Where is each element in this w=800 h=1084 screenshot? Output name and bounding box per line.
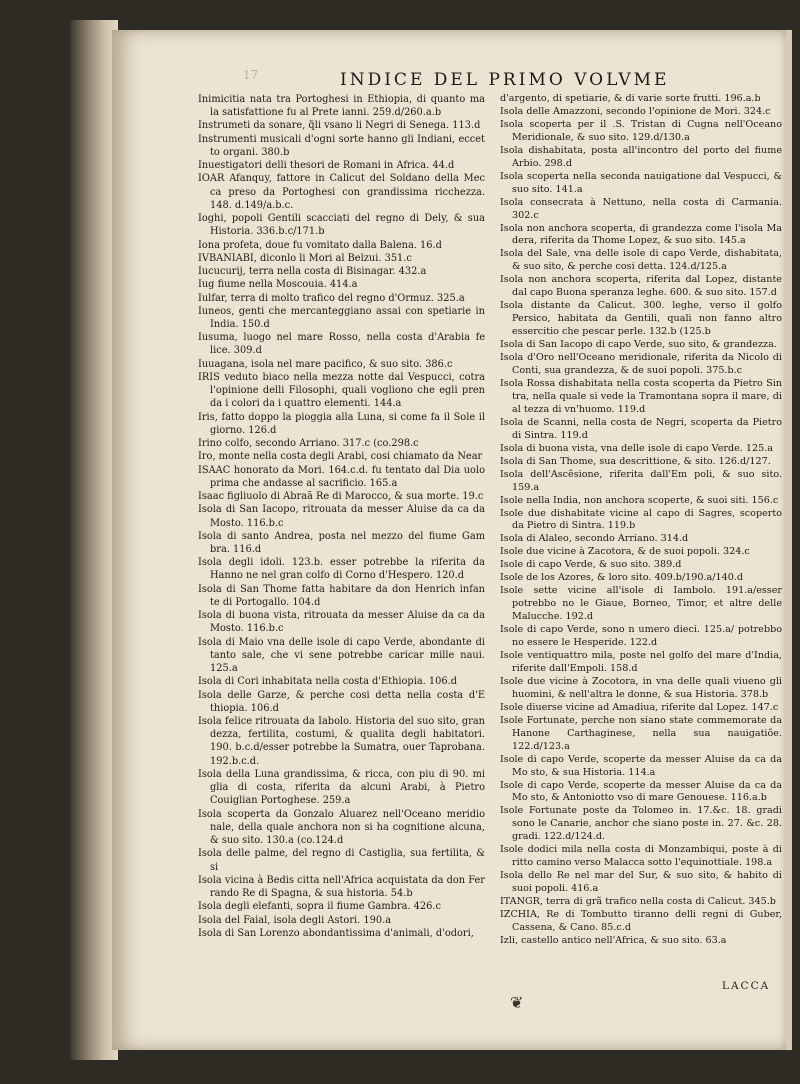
entry-text: Isola dello Re nel mar del Sur, & suo sito, & habito di suoi popoli. — [500, 870, 782, 895]
entry-text: Isole Fortunate, perche non siano state commemorate da Hanone Carthaginese, nella sua nauigatiõe. — [500, 714, 782, 739]
entry-text: Isola non anchora scoperta, di grandezza come l'isola Ma dera, riferita da Thome Lopez, & suo sito. — [500, 222, 782, 247]
catchword: LACCA — [722, 980, 771, 992]
entry-page-ref: 106.d — [250, 702, 279, 714]
entry-text: Isola delle palme, del regno di Castiglia, sua fertilita, & si — [198, 848, 485, 873]
entry-page-ref: 325.a — [437, 292, 465, 304]
index-entry — [500, 300, 782, 339]
entry-text: Izli, castello antico nell'Africa, & suo sito. — [500, 934, 703, 946]
entry-page-ref: 106.d — [428, 676, 458, 688]
entry-text: Isole due vicine à Zocotora, in vna delle quali viueno gli huomini, & nell'altra le donne, & sua Historia. — [500, 675, 782, 700]
index-entry — [198, 252, 485, 265]
entry-text: Isola scoperta da Gonzalo Aluarez nell'Oceano meridio nale, della quale anchora non si ha cognitione alcuna, & suo sito. 130.a — [198, 808, 485, 847]
index-entry — [500, 572, 782, 585]
entry-page-ref: 380.b — [261, 146, 290, 158]
entry-text: Isole di capo Verde, scoperte da messer Aluise da ca da Mo sto, & sua Historia. — [500, 753, 782, 778]
entry-text: Iro, monte nella costa degli Arabi, cosi chiamato da Near — [198, 451, 483, 463]
entry-text: Isole due dishabitate vicine al capo di Sagres, scoperto da Pietro di Sintra. — [500, 507, 782, 532]
entry-page-ref: 192.d — [565, 611, 594, 623]
index-entry — [198, 464, 485, 490]
entry-page-ref: 120.d — [435, 570, 465, 582]
entry-page-ref: 156.c — [751, 494, 779, 506]
entry-text: Iris, fatto doppo la pioggia alla Luna, si come fa il Sole il giorno. — [198, 411, 485, 436]
entry-text: Isola di San Lorenzo abondantissima d'animali, d'odori, — [198, 927, 474, 939]
entry-text: Isola Rossa dishabitata nella costa scoperta da Pietro Sin tra, nella quale si vede la Tramontana sopra il mare, di al tezza di vn'huomo. — [500, 377, 782, 415]
index-entry — [198, 450, 485, 463]
entry-page-ref: 302.c — [512, 209, 539, 221]
entry-text: Inuestigatori delli thesori de Romani in Africa. — [198, 160, 430, 172]
entry-page-ref: 324.c — [723, 546, 750, 558]
index-entry — [198, 305, 485, 331]
index-entry — [500, 223, 782, 249]
entry-text: d'argento, di spetiarie, & di varie sorte frutti. — [500, 93, 722, 104]
index-entry — [500, 624, 782, 650]
entry-page-ref: 119.d — [617, 403, 646, 415]
index-entry — [500, 508, 782, 534]
entry-page-ref: 375.b.c — [706, 365, 743, 377]
index-entry — [198, 715, 485, 768]
index-entry — [198, 503, 485, 529]
index-entry — [198, 914, 485, 927]
entry-text: Isole sette vicine all'isole di Iambolo. 191.a/esser potrebbo no le Giaue, Borneo, Timor, et altre delle Malucche. — [500, 585, 782, 623]
index-entry — [500, 546, 782, 559]
entry-page-ref: 158.d — [610, 662, 638, 674]
entry-text: Isola distante da Calicut. 300. leghe, verso il golfo Persico, habitata da Gentili, quali non fanno altro essercitio che pescar perle. 132.b — [500, 300, 782, 338]
index-entry — [198, 808, 485, 848]
entry-page-ref: 324.c — [743, 105, 771, 117]
index-entry — [198, 675, 485, 688]
entry-text: Iuneos, genti che mercanteggiano assai con spetiarie in India. — [198, 305, 485, 330]
index-entry — [500, 495, 782, 508]
index-entry — [500, 780, 782, 806]
index-entry — [198, 927, 485, 940]
entry-page-ref: 426.c — [413, 901, 441, 913]
index-entry — [500, 754, 782, 780]
entry-page-ref: 298.d — [544, 157, 572, 169]
entry-text: Inimicitia nata tra Portoghesi in Ethiopia, di quanto ma la satisfattione fu al Prete ianni. — [198, 94, 485, 119]
page-number: 17 — [243, 68, 259, 82]
index-entry — [500, 106, 782, 119]
entry-text: Iucucurij, terra nella costa di Bisinagar. — [198, 266, 396, 278]
entry-text: Isola del Sale, vna delle isole di capo Verde, dishabitata, & suo sito, & perche cosi detta. — [500, 248, 782, 273]
entry-text: Isole diuerse vicine ad Amadiua, riferite dal Lopez. — [500, 701, 749, 713]
entry-page-ref: 19.c — [462, 491, 484, 503]
index-entry — [500, 559, 782, 572]
entry-text: Isola felice ritrouata da Iabolo. Historia del suo sito, gran dezza, fertilita, costumi, & qualita degli habitatori. 190. b.c.d/esser potrebbe la Sumatra, ouer Taprobana. 192.b.c.d. — [198, 716, 485, 767]
entry-text: Isola consecrata à Nettuno, nella costa di Carmania. — [500, 196, 782, 208]
index-entry — [500, 805, 782, 844]
entry-page-ref: 259.d/260.a.b — [372, 107, 442, 119]
entry-page-ref: 113.d — [452, 120, 481, 132]
entry-page-ref: 141.a — [555, 183, 583, 195]
entry-text: IRIS veduto biaco nella mezza notte dal Vespucci, cotra l'opinione delli Filosophi, quali vogliono che egli pren da i colori da i quattro elementi. — [198, 371, 485, 410]
entry-text: Isole di capo Verde, scoperte da messer Aluise da ca da Mo sto, & Antoniotto vso di mare Genouese. — [500, 779, 782, 804]
index-entry — [198, 636, 485, 676]
entry-text: Isola vicina à Bedis citta nell'Africa acquistata da don Fer rando Re di Spagna, & sua historia. — [198, 874, 485, 900]
index-entry — [500, 339, 782, 352]
entry-text: Isola di buona vista, ritrouata da messer Aluise da ca da Mosto. — [198, 610, 485, 635]
index-entry — [500, 702, 782, 715]
entry-text: Isola di San Iacopo di capo Verde, suo sito, & grandezza. — [500, 339, 777, 351]
index-entry — [500, 650, 782, 676]
page-edge — [786, 30, 792, 1050]
index-entry — [198, 530, 485, 556]
entry-text: Isola scoperta per il .S. Tristan di Cugna nell'Oceano Meridionale, & suo sito. — [500, 118, 782, 143]
entry-text: Isole due vicine à Zacotora, & de suoi popoli. — [500, 546, 720, 558]
index-entry — [500, 417, 782, 443]
entry-text: Isola della Luna grandissima, & ricca, con piu di 90. mi glia di costa, riferita da alcuni Arabi, à Pietro Couiglian Portoghese. — [198, 768, 485, 807]
entry-page-ref: 378.b — [740, 688, 769, 700]
entry-text: IVBANIABI, diconlo li Mori al Belzui. — [198, 252, 382, 264]
entry-page-ref: 125.a — [210, 663, 238, 675]
entry-text: Isole de los Azores, & loro sito. — [500, 572, 652, 584]
entry-text: Isola degli idoli. 123.b. esser potrebbe la riferita da Hanno ne nel gran colfo di Corno d'Hespero. — [198, 557, 485, 582]
entry-text: IOAR Afanquy, fattore in Calicut del Soldano della Mec ca preso da Portoghesi con grandissima ricchezza. 148. d.149/a.b.c. — [198, 173, 485, 211]
entry-text: Isole Fortunate poste da Tolomeo in. 17.&c. 18. gradi sono le Canarie, anchor che siano poste in. 27. &c. 28. gradi. 122.d/124.d. — [500, 805, 782, 843]
index-entry — [500, 469, 782, 495]
entry-page-ref: 16.d — [420, 239, 442, 251]
entry-page-ref: 409.b/190.a/140.d — [654, 572, 743, 584]
entry-page-ref: (co.124.d — [297, 835, 344, 847]
index-entry — [500, 935, 782, 948]
entry-page-ref: 157.d — [749, 287, 777, 299]
entry-page-ref: 386.c — [425, 358, 453, 370]
index-entry — [500, 119, 782, 145]
entry-page-ref: 122.d/123.a — [512, 740, 570, 752]
index-entry — [500, 248, 782, 274]
index-entry — [500, 676, 782, 702]
index-entry — [500, 456, 782, 469]
index-entry — [198, 331, 485, 357]
entry-text: Isola di Cori inhabitata nella costa d'Ethiopia. — [198, 676, 426, 688]
page-title: INDICE DEL PRIMO VOLVME — [340, 70, 670, 90]
index-entry — [500, 909, 782, 935]
entry-text: Iusuma, luogo nel mare Rosso, nella costa d'Arabia fe lice. — [198, 332, 485, 357]
entry-page-ref: 198.a — [745, 857, 773, 869]
entry-page-ref: 119.d — [560, 429, 588, 441]
entry-page-ref: 351.c — [384, 252, 412, 264]
entry-page-ref: 150.d — [241, 318, 270, 330]
index-entry — [198, 556, 485, 582]
index-entry — [198, 212, 485, 238]
index-column-right — [500, 93, 782, 948]
entry-text: Isole di capo Verde, sono n umero dieci. 125.a/ potrebbo no essere le Hesperide. — [500, 624, 782, 649]
entry-page-ref: (co.298.c — [373, 438, 419, 450]
entry-page-ref: 144.a — [373, 398, 402, 410]
entry-text: Isola delle Garze, & perche cosi detta nella costa d'E thiopia. — [198, 689, 485, 714]
index-entry — [198, 490, 485, 503]
index-entry — [198, 292, 485, 305]
entry-text: Isole dodici mila nella costa di Monzambiqui, poste à di ritto camino verso Malacca sotto l'equinottiale. — [500, 844, 782, 869]
entry-page-ref: 196.a.b — [724, 93, 761, 104]
index-entry — [198, 874, 485, 900]
entry-text: Isola di San Iacopo, ritrouata da messer Aluise da ca da Mosto. — [198, 504, 485, 529]
entry-page-ref: 314.d — [660, 533, 689, 545]
index-entry — [198, 768, 485, 808]
index-entry — [198, 159, 485, 172]
entry-page-ref: 414.a — [329, 279, 358, 291]
index-entry — [500, 896, 782, 909]
entry-page-ref: 125.a — [745, 442, 773, 454]
entry-page-ref: 116.d — [233, 543, 262, 555]
entry-page-ref: (125.b — [679, 326, 711, 338]
index-entry — [198, 847, 485, 873]
entry-text: Isola scoperta nella seconda nauigatione dal Vespucci, & suo sito. — [500, 170, 782, 195]
entry-page-ref: 44.d — [432, 160, 455, 172]
entry-page-ref: 85.c.d — [601, 922, 631, 933]
entry-page-ref: 122.d — [629, 637, 658, 649]
entry-page-ref: 145.a — [718, 235, 746, 247]
index-entry — [198, 358, 485, 371]
index-entry — [500, 352, 782, 378]
entry-text: ISAAC honorato da Mori. 164.c.d. fu tentato dal Dia uolo prima che andasse al sacrificio. — [198, 464, 485, 489]
entry-text: Isole nella India, non anchora scoperte, & suoi siti. — [500, 494, 749, 506]
entry-text: Isola degli elefanti, sopra il fiume Gambra. — [198, 901, 411, 913]
entry-text: Isole di capo Verde, & suo sito. — [500, 559, 651, 571]
index-entry — [500, 274, 782, 300]
entry-text: Iulfar, terra di molto trafico del regno d'Ormuz. — [198, 292, 434, 304]
index-entry — [500, 715, 782, 754]
entry-text: Iug fiume nella Moscouia. — [198, 279, 327, 291]
entry-text: Isola delle Amazzoni, secondo l'opinione de Mori. — [500, 105, 741, 117]
entry-text: Iona profeta, doue fu vomitato dalla Balena. — [198, 239, 417, 251]
entry-page-ref: 119.b — [607, 520, 636, 532]
index-entry — [198, 239, 485, 252]
entry-text: Isola di santo Andrea, posta nel mezzo del fiume Gam bra. — [198, 530, 485, 555]
entry-page-ref: 114.a — [628, 766, 656, 778]
entry-text: Isola dell'Ascẽsione, riferita dall'Em poli, & suo sito. — [500, 468, 782, 480]
entry-page-ref: 190.a — [363, 914, 392, 926]
entry-page-ref: 147.c — [751, 701, 779, 713]
index-entry — [198, 583, 485, 609]
index-entry — [500, 443, 782, 456]
index-entry — [500, 378, 782, 417]
entry-page-ref: 126.d — [248, 424, 277, 436]
entry-page-ref: 104.d — [292, 596, 321, 608]
index-entry — [500, 870, 782, 896]
book-spine — [70, 20, 118, 1060]
index-entry — [198, 900, 485, 913]
index-entry — [198, 172, 485, 212]
index-entry — [198, 93, 485, 119]
entry-text: Isola d'Oro nell'Oceano meridionale, riferita da Nicolo di Conti, sua grandezza, & de suoi popoli. — [500, 352, 782, 377]
entry-text: Isaac figliuolo di Abraã Re di Marocco, & sua morte. — [198, 491, 460, 503]
entry-page-ref: 116.a.b — [730, 792, 767, 804]
index-entry — [198, 437, 485, 450]
entry-page-ref: 116.b.c — [246, 517, 284, 529]
entry-text: Isola di San Thome, sua descrittione, & sito. — [500, 455, 716, 467]
index-column-left — [198, 93, 485, 940]
index-entry — [500, 533, 782, 546]
index-entry — [500, 171, 782, 197]
index-entry — [198, 689, 485, 715]
index-entry — [198, 411, 485, 437]
entry-page-ref: 345.b — [748, 896, 776, 908]
entry-page-ref: 116.b.c — [246, 623, 284, 635]
entry-page-ref: 159.a — [512, 481, 540, 493]
entry-page-ref: 309.d — [233, 345, 262, 357]
entry-text: Isola di San Thome fatta habitare da don Henrich infan te di Portogallo. — [198, 583, 485, 608]
index-entry — [198, 133, 485, 159]
index-entry — [198, 278, 485, 291]
entry-page-ref: 126.d/127. — [718, 455, 771, 467]
index-entry — [198, 371, 485, 411]
entry-page-ref: 389.d — [653, 559, 682, 571]
entry-text: IZCHIA, Re di Tombutto tiranno delli regni di Guber, Cassena, & Cano. — [500, 909, 782, 933]
index-entry — [500, 844, 782, 870]
index-entry — [500, 93, 782, 106]
entry-text: Isola dishabitata, posta all'incontro del porto del fiume Arbio. — [500, 144, 782, 169]
ornament-icon: ❦ — [510, 993, 524, 1012]
entry-text: Ioghi, popoli Gentili scacciati del regno di Dely, & sua Historia. — [198, 213, 485, 238]
entry-text: Iuuagana, isola nel mare pacifico, & suo sito. — [198, 358, 423, 370]
index-entry — [500, 145, 782, 171]
entry-text: Isola de Scanni, nella costa de Negri, scoperta da Pietro di Sintra. — [500, 416, 782, 441]
entry-text: Isola non anchora scoperta, riferita dal Lopez, distante dal capo Buona speranza leghe. 600. & suo sito. — [500, 274, 782, 299]
entry-page-ref: 259.a — [322, 795, 351, 807]
entry-page-ref: 336.b.c/171.b — [256, 226, 325, 238]
entry-text: ITANGR, terra di grã trafico nella costa di Calicut. — [500, 896, 746, 908]
entry-page-ref: 432.a — [398, 266, 427, 278]
entry-page-ref: 63.a — [705, 934, 727, 946]
index-entry — [500, 585, 782, 624]
entry-page-ref: 54.b — [390, 888, 413, 900]
index-entry — [198, 609, 485, 635]
entry-text: Isola di Maio vna delle isole di capo Verde, abondante di tanto sale, che vi sene potrebbe caricar mille naui. — [198, 636, 485, 661]
entry-text: Isole ventiquattro mila, poste nel golfo del mare d'India, riferite dall'Empoli. — [500, 649, 782, 674]
index-entry — [198, 119, 485, 132]
entry-text: Instrumenti musicali d'ogni sorte hanno gli Indiani, eccet to organi. — [198, 133, 485, 158]
entry-page-ref: 416.a — [571, 883, 599, 895]
entry-page-ref: 129.d/130.a — [631, 131, 690, 143]
entry-page-ref: 165.a — [369, 477, 398, 489]
entry-text: Instrumeti da sonare, q̃li vsano li Negri di Senega. — [198, 120, 450, 132]
entry-page-ref: 124.d/125.a — [669, 261, 727, 273]
entry-text: Isola del Faial, isola degli Astori. — [198, 914, 361, 926]
entry-text: Isola di Alaleo, secondo Arriano. — [500, 533, 658, 545]
entry-text: Irino colfo, secondo Arriano. 317.c — [198, 438, 371, 450]
entry-text: Isola di buona vista, vna delle isole di capo Verde. — [500, 442, 743, 454]
index-entry — [198, 265, 485, 278]
index-entry — [500, 197, 782, 223]
